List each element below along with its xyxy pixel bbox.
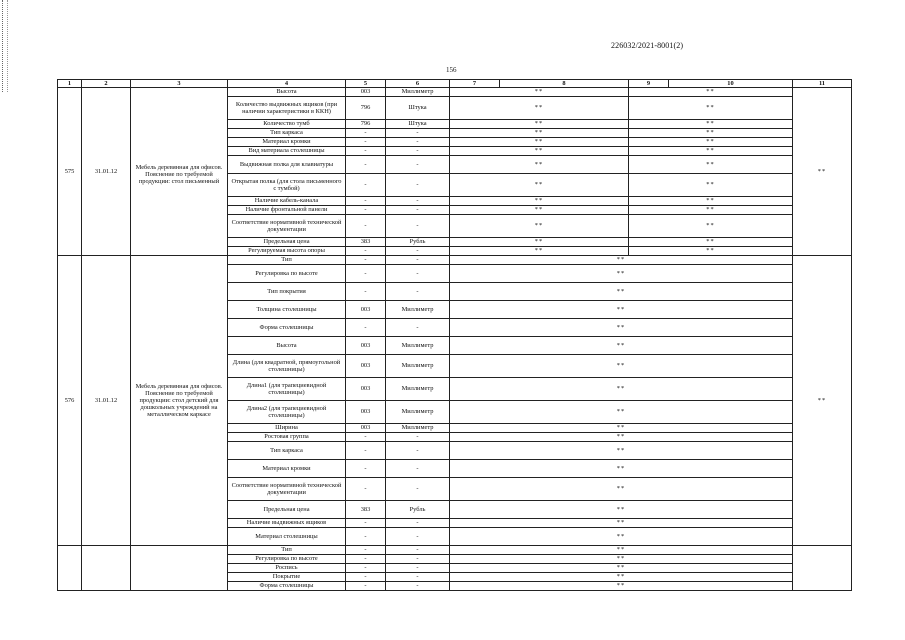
value-cell: **: [450, 582, 793, 591]
unit-name: -: [386, 129, 450, 138]
okei-code: -: [346, 129, 386, 138]
unit-name: -: [386, 197, 450, 206]
value-cell: **: [629, 147, 793, 156]
unit-name: Миллиметр: [386, 355, 450, 378]
characteristic-name: Материал кромки: [228, 138, 346, 147]
unit-name: -: [386, 555, 450, 564]
value-cell: **: [450, 301, 793, 319]
okei-code: 003: [346, 378, 386, 401]
okei-code: -: [346, 247, 386, 256]
okei-code: -: [346, 215, 386, 238]
value-cell: **: [450, 555, 793, 564]
header-row: [58, 80, 852, 88]
characteristic-name: Материал столешницы: [228, 528, 346, 546]
characteristic-name: Открытая полка (для стола письменного с тумбой): [228, 174, 346, 197]
unit-name: -: [386, 460, 450, 478]
value-cell: **: [450, 433, 793, 442]
unit-name: -: [386, 582, 450, 591]
value-cell: **: [450, 88, 629, 97]
value-cell: **: [629, 174, 793, 197]
item-name: [131, 546, 228, 591]
unit-name: Миллиметр: [386, 401, 450, 424]
scan-edge-marks: [2, 0, 8, 92]
specification-table: [57, 79, 852, 591]
characteristic-name: Тип: [228, 546, 346, 555]
unit-name: -: [386, 206, 450, 215]
column-header: 6: [386, 80, 450, 88]
value-cell: **: [450, 206, 629, 215]
okei-code: -: [346, 156, 386, 174]
column-11-value: **: [793, 256, 852, 546]
column-header: 5: [346, 80, 386, 88]
item-number: 576: [58, 256, 82, 546]
unit-name: -: [386, 174, 450, 197]
value-cell: **: [450, 501, 793, 519]
unit-name: -: [386, 265, 450, 283]
table-row: [58, 256, 852, 265]
okei-code: -: [346, 555, 386, 564]
value-cell: **: [629, 247, 793, 256]
value-cell: **: [450, 138, 629, 147]
value-cell: **: [450, 519, 793, 528]
value-cell: **: [629, 120, 793, 129]
characteristic-name: Высота: [228, 337, 346, 355]
okei-code: -: [346, 478, 386, 501]
unit-name: -: [386, 478, 450, 501]
value-cell: **: [450, 174, 629, 197]
okei-code: -: [346, 582, 386, 591]
characteristic-name: Количество выдвижных ящиков (при наличии характеристики в ККН): [228, 97, 346, 120]
okei-code: -: [346, 197, 386, 206]
characteristic-name: Длина (для квадратной, прямоугольной столешницы): [228, 355, 346, 378]
unit-name: Миллиметр: [386, 424, 450, 433]
unit-name: Миллиметр: [386, 301, 450, 319]
value-cell: **: [450, 528, 793, 546]
okei-code: 003: [346, 301, 386, 319]
value-cell: **: [629, 197, 793, 206]
value-cell: **: [450, 256, 793, 265]
column-header: 11: [793, 80, 852, 88]
characteristic-name: Соответствие нормативной технической документации: [228, 215, 346, 238]
okei-code: 383: [346, 501, 386, 519]
okei-code: -: [346, 283, 386, 301]
characteristic-name: Наличие кабель-канала: [228, 197, 346, 206]
value-cell: **: [450, 247, 629, 256]
characteristic-name: Тип каркаса: [228, 442, 346, 460]
value-cell: **: [629, 206, 793, 215]
value-cell: **: [629, 156, 793, 174]
column-header: 7: [450, 80, 500, 88]
characteristic-name: Предельная цена: [228, 238, 346, 247]
okei-code: -: [346, 433, 386, 442]
characteristic-name: Наличие фронтальной панели: [228, 206, 346, 215]
okei-code: -: [346, 147, 386, 156]
okei-code: 796: [346, 120, 386, 129]
okei-code: -: [346, 546, 386, 555]
characteristic-name: Тип: [228, 256, 346, 265]
unit-name: -: [386, 564, 450, 573]
value-cell: **: [450, 265, 793, 283]
okei-code: -: [346, 442, 386, 460]
value-cell: **: [450, 564, 793, 573]
characteristic-name: Материал кромки: [228, 460, 346, 478]
characteristic-name: Тип каркаса: [228, 129, 346, 138]
characteristic-name: Длина2 (для трапециевидной столешницы): [228, 401, 346, 424]
characteristic-name: Форма столешницы: [228, 582, 346, 591]
value-cell: **: [629, 88, 793, 97]
value-cell: **: [450, 215, 629, 238]
unit-name: -: [386, 138, 450, 147]
column-11-value: [793, 546, 852, 591]
characteristic-name: Соответствие нормативной технической документации: [228, 478, 346, 501]
value-cell: **: [629, 97, 793, 120]
okei-code: -: [346, 206, 386, 215]
value-cell: **: [450, 573, 793, 582]
unit-name: Миллиметр: [386, 337, 450, 355]
characteristic-name: Форма столешницы: [228, 319, 346, 337]
characteristic-name: Роспись: [228, 564, 346, 573]
column-header: 2: [82, 80, 131, 88]
value-cell: **: [450, 546, 793, 555]
unit-name: -: [386, 319, 450, 337]
value-cell: **: [450, 378, 793, 401]
unit-name: -: [386, 546, 450, 555]
unit-name: -: [386, 283, 450, 301]
unit-name: Миллиметр: [386, 88, 450, 97]
item-code: [82, 546, 131, 591]
value-cell: **: [629, 215, 793, 238]
value-cell: **: [450, 97, 629, 120]
characteristic-name: Вид материала столешницы: [228, 147, 346, 156]
unit-name: -: [386, 573, 450, 582]
value-cell: **: [450, 478, 793, 501]
okei-code: 003: [346, 88, 386, 97]
item-number: 575: [58, 88, 82, 256]
okei-code: -: [346, 174, 386, 197]
characteristic-name: Тип покрытия: [228, 283, 346, 301]
unit-name: Рубль: [386, 238, 450, 247]
value-cell: **: [450, 197, 629, 206]
table-row: [58, 546, 852, 555]
okei-code: -: [346, 460, 386, 478]
unit-name: Штука: [386, 120, 450, 129]
unit-name: -: [386, 256, 450, 265]
characteristic-name: Покрытие: [228, 573, 346, 582]
unit-name: Миллиметр: [386, 378, 450, 401]
unit-name: -: [386, 528, 450, 546]
characteristic-name: Выдвижная полка для клавиатуры: [228, 156, 346, 174]
unit-name: -: [386, 156, 450, 174]
unit-name: -: [386, 519, 450, 528]
value-cell: **: [450, 337, 793, 355]
column-header: 1: [58, 80, 82, 88]
item-code: 31.01.12: [82, 88, 131, 256]
okei-code: -: [346, 256, 386, 265]
characteristic-name: Регулировка по высоте: [228, 555, 346, 564]
value-cell: **: [450, 424, 793, 433]
value-cell: **: [450, 460, 793, 478]
characteristic-name: Предельная цена: [228, 501, 346, 519]
okei-code: -: [346, 564, 386, 573]
table-row: [58, 88, 852, 97]
characteristic-name: Ростовая группа: [228, 433, 346, 442]
column-header: 9: [629, 80, 669, 88]
value-cell: **: [450, 120, 629, 129]
column-header: 8: [500, 80, 629, 88]
value-cell: **: [450, 442, 793, 460]
characteristic-name: Ширина: [228, 424, 346, 433]
okei-code: 003: [346, 355, 386, 378]
unit-name: -: [386, 215, 450, 238]
okei-code: 003: [346, 424, 386, 433]
value-cell: **: [450, 401, 793, 424]
column-header: 10: [669, 80, 793, 88]
characteristic-name: Регулировка по высоте: [228, 265, 346, 283]
page-number: 156: [446, 66, 457, 74]
value-cell: **: [450, 319, 793, 337]
okei-code: 003: [346, 337, 386, 355]
value-cell: **: [629, 238, 793, 247]
value-cell: **: [450, 129, 629, 138]
characteristic-name: Высота: [228, 88, 346, 97]
value-cell: **: [450, 355, 793, 378]
characteristic-name: Регулируемая высота опоры: [228, 247, 346, 256]
item-name: Мебель деревянная для офисов. Пояснение по требуемой продукции: стол письменный: [131, 88, 228, 256]
okei-code: 383: [346, 238, 386, 247]
column-header: 4: [228, 80, 346, 88]
item-code: 31.01.12: [82, 256, 131, 546]
characteristic-name: Длина1 (для трапециевидной столешницы): [228, 378, 346, 401]
okei-code: -: [346, 138, 386, 147]
okei-code: -: [346, 319, 386, 337]
unit-name: Рубль: [386, 501, 450, 519]
value-cell: **: [450, 238, 629, 247]
value-cell: **: [450, 283, 793, 301]
characteristic-name: Толщина столешницы: [228, 301, 346, 319]
value-cell: **: [629, 129, 793, 138]
column-11-value: **: [793, 88, 852, 256]
column-header: 3: [131, 80, 228, 88]
unit-name: -: [386, 247, 450, 256]
item-name: Мебель деревянная для офисов. Пояснение по требуемой продукции: стол детский для дошкольных учреждений на металлическом каркасе: [131, 256, 228, 546]
okei-code: 003: [346, 401, 386, 424]
characteristic-name: Количество тумб: [228, 120, 346, 129]
okei-code: -: [346, 265, 386, 283]
value-cell: **: [450, 147, 629, 156]
unit-name: -: [386, 442, 450, 460]
document-number: 226032/2021-8001(2): [611, 41, 684, 50]
unit-name: -: [386, 147, 450, 156]
unit-name: -: [386, 433, 450, 442]
value-cell: **: [450, 156, 629, 174]
okei-code: -: [346, 528, 386, 546]
item-number: [58, 546, 82, 591]
value-cell: **: [629, 138, 793, 147]
characteristic-name: Наличие выдвижных ящиков: [228, 519, 346, 528]
okei-code: -: [346, 519, 386, 528]
okei-code: 796: [346, 97, 386, 120]
unit-name: Штука: [386, 97, 450, 120]
okei-code: -: [346, 573, 386, 582]
